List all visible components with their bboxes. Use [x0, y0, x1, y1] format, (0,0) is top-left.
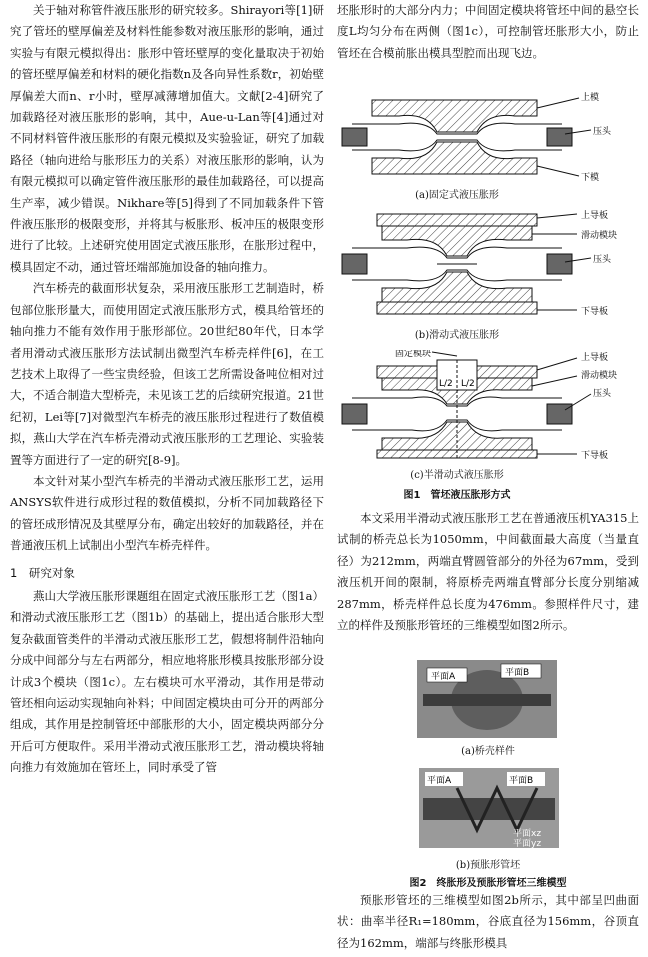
paragraph-2: 汽车桥壳的截面形状复杂，采用液压胀形工艺制造时，桥包部位胀形量大，而使用固定式液压胀形方式，模具给管坯的轴向推力不能有效作用于胀形部位。20世纪80年代，日本学者用滑动式液压胀形方法试制出微型汽车桥壳样件[6]，在工艺技术上取得了一些宝贵经验，但该工艺所需设备吨位相对过大，不适合制造大型桥壳，未见该工艺的后续研究报道。21世纪初，Lei等[7]对微型汽车桥壳的液压胀形过程进行了数值模拟，燕山大学在汽车桥壳滑动式液压胀形的工艺理论、实验装置等方面进行了一定的研究[8-9]。 — [10, 281, 324, 467]
fig2b-planeA: 平面A — [427, 776, 452, 786]
fig1a-upper-label: 上模 — [581, 93, 600, 103]
figure-1 — [337, 88, 639, 508]
fig2b-planeXZ: 平面xz — [513, 829, 542, 839]
figure-1c-diagram — [337, 350, 639, 460]
fig1b-slide-label: 滑动模块 — [581, 231, 618, 241]
fig1b-punch-label: 压头 — [593, 255, 612, 265]
figure-1-caption: 图1 管坯液压胀形方式 — [403, 490, 511, 501]
fig2a-planeB: 平面B — [505, 668, 530, 678]
fig2b-planeYZ: 平面yz — [513, 839, 542, 849]
figure-1b-diagram — [337, 210, 639, 320]
figure-2b-image — [337, 768, 639, 858]
paragraph-4: 燕山大学液压胀形课题组在固定式液压胀形工艺（图1a）和滑动式液压胀形工艺（图1b）的基础上，提出适合胀形大型复杂截面管类件的半滑动式液压胀形工艺，假想将制件沿轴向分成中间部分与左右两部分，相应地将胀形模具按胀形部分设计成3个模块（图1c）。左右模块可水平滑动，其作用是带动管坯相向运动实现轴向补料；中间固定模块由可分开的两部分组成，其作用是控制管坯中部胀形的大小，固定模块两部分分开后可方便取件。采用半滑动式液压胀形工艺，滑动模块将轴向推力有效施加在管坯上，同时承受了管 — [10, 588, 324, 775]
fig1c-slide-label: 滑动模块 — [581, 371, 618, 381]
fig2b-planeB: 平面B — [509, 776, 534, 786]
paragraph-right-bottom: 预胀形管坯的三维模型如图2b所示，其中部呈凹曲面状：曲率半径R₁=180mm，谷底直径为156mm，谷顶直径为162mm，端部与终胀形模具 — [337, 893, 639, 950]
figure-1a-caption: (a)固定式液压胀形 — [415, 190, 499, 201]
figure-1c-caption: (c)半滑动式液压胀形 — [410, 470, 504, 481]
fig1c-upper-label: 上导板 — [581, 353, 609, 363]
fig1c-lower-label: 下导板 — [581, 451, 609, 460]
paragraph-right-top: 坯胀形时的大部分内力；中间固定模块将管坯中间的悬空长度L均匀分布在两侧（图1c），可控制管坯胀形大小，防止管坯在合模前胀出模具型腔而出现飞边。 — [337, 3, 639, 60]
figure-1a-diagram — [337, 88, 639, 198]
figure-2 — [337, 660, 639, 889]
right-column-top — [337, 0, 639, 64]
fig1c-half-right: L/2 — [461, 379, 475, 389]
figure-1b-caption: (b)滑动式液压胀形 — [414, 330, 500, 341]
left-column — [10, 0, 324, 779]
fig1b-lower-label: 下导板 — [581, 307, 609, 317]
right-column-bottom — [337, 890, 639, 954]
fig1c-half-left: L/2 — [439, 379, 453, 389]
fig1c-punch-label: 压头 — [593, 389, 612, 399]
figure-2a-image — [337, 660, 639, 740]
fig1a-lower-label: 下模 — [581, 173, 600, 183]
paragraph-right-mid: 本文采用半滑动式液压胀形工艺在普通液压机YA315上试制的桥壳总长为1050mm，中间截面最大高度（当量直径）为212mm，两端直臂圆管部分的外径为67mm，受到液压机开间的限制，将原桥壳两端直臂部分长度分别缩减287mm，桥壳样件总长度为476mm。参照样件尺寸，建立的样件及预胀形管坯的三维模型如图2所示。 — [337, 511, 639, 633]
fig1b-upper-label: 上导板 — [581, 211, 609, 221]
fig1a-punch-label: 压头 — [593, 127, 612, 137]
figure-2a-caption: (a)桥壳样件 — [461, 746, 515, 757]
figure-2b-caption: (b)预胀形管坯 — [455, 860, 521, 871]
figure-2-caption: 图2 终胀形及预胀形管坯三维模型 — [409, 878, 567, 889]
right-column-mid — [337, 508, 639, 636]
paragraph-1: 关于轴对称管件液压胀形的研究较多。Shirayori等[1]研究了管坯的壁厚偏差及材料性能参数对液压胀形的影响，通过实验与有限元模拟得出：胀形中管坯壁厚的变化量取决于初始的管坯壁厚偏差和材料的硬化指数n及各向异性系数r，初始壁厚偏差大而n、r小时，壁厚减薄增加值大。文献[2-4]研究了加载路径对液压胀形的影响，其中，Aue-u-Lan等[4]通过对不同材料管件液压胀形的有限元模拟及实验验证，研究了加载路径（轴向进给与胀形压力的关系）对液压胀形的影响，认为有限元模拟可以确定管件液压胀形的最佳加载路径，可以提高生产率，减少错误。Nikhare等[5]得到了不同加载条件下管件液压胀形的极限变形，并将其与板胀形、板冲压的极限变形进行了比较。上述研究使用固定式液压胀形，在胀形过程中，模具固定不动，通过管坯端部施加设备的轴向推力。 — [10, 3, 324, 274]
fig1c-fixed-label: 固定模块 — [395, 350, 432, 359]
paragraph-3: 本文针对某小型汽车桥壳的半滑动式液压胀形工艺，运用ANSYS软件进行成形过程的数值模拟，分析不同加载路径下的管坯成形情况及其壁厚分布，确定出较好的加载路径，并在普通液压机上试制出小型汽车桥壳样件。 — [10, 473, 324, 553]
section-title: 1 研究对象 — [10, 565, 75, 580]
fig2a-planeA: 平面A — [431, 672, 456, 682]
